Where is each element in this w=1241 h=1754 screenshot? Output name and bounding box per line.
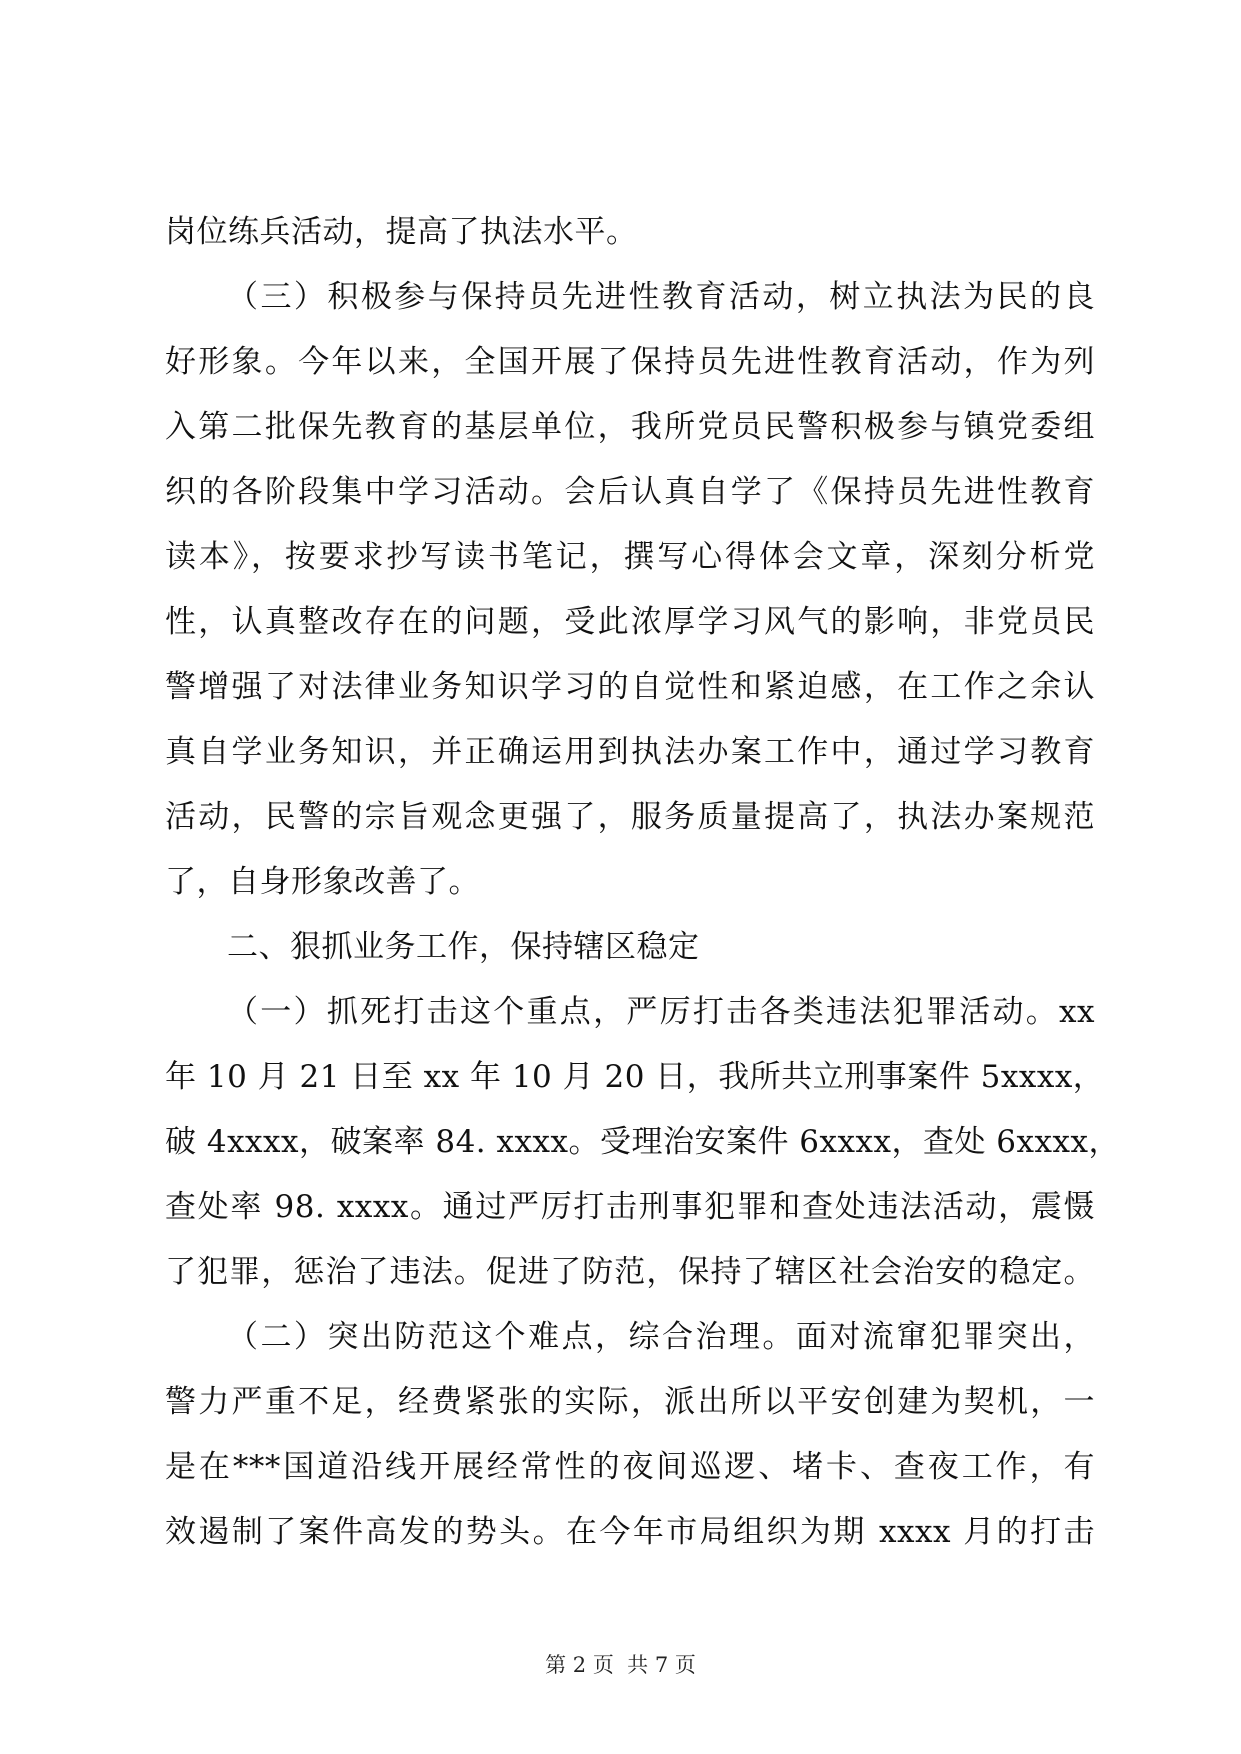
text-line: 查处率 98. xxxx。通过严厉打击刑事犯罪和查处违法活动，震慑: [165, 1189, 1095, 1225]
text-line: 织的各阶段集中学习活动。会后认真自学了《保持员先进性教育: [165, 474, 1095, 510]
text-line: 入第二批保先教育的基层单位，我所党员民警积极参与镇党委组: [165, 409, 1095, 445]
text-line: 了犯罪，惩治了违法。促进了防范，保持了辖区社会治安的稳定。: [165, 1254, 1095, 1290]
page-number-label: 第 2 页 共 7 页: [545, 1653, 696, 1677]
text-line: 年 10 月 21 日至 xx 年 10 月 20 日，我所共立刑事案件 5xxxx，: [165, 1059, 1105, 1095]
text-line: 性，认真整改存在的问题，受此浓厚学习风气的影响，非党员民: [165, 604, 1095, 640]
text-line: 警增强了对法律业务知识学习的自觉性和紧迫感，在工作之余认: [165, 669, 1095, 705]
text-line: 岗位练兵活动，提高了执法水平。: [165, 214, 638, 250]
text-line: 是在***国道沿线开展经常性的夜间巡逻、堵卡、查夜工作，有: [165, 1449, 1095, 1485]
text-line: 好形象。今年以来，全国开展了保持员先进性教育活动，作为列: [165, 344, 1095, 380]
text-line: （三）积极参与保持员先进性教育活动，树立执法为民的良: [227, 279, 1095, 315]
text-line: 警力严重不足，经费紧张的实际，派出所以平安创建为契机，一: [165, 1384, 1095, 1420]
section-heading: 二、狠抓业务工作，保持辖区稳定: [227, 929, 700, 965]
text-line: （二）突出防范这个难点，综合治理。面对流窜犯罪突出，: [227, 1319, 1095, 1355]
text-line: （一）抓死打击这个重点，严厉打击各类违法犯罪活动。xx: [227, 994, 1095, 1030]
text-line: 读本》，按要求抄写读书笔记，撰写心得体会文章，深刻分析党: [165, 539, 1095, 575]
text-line: 了，自身形象改善了。: [165, 864, 480, 900]
text-line: 效遏制了案件高发的势头。在今年市局组织为期 xxxx 月的打击: [165, 1514, 1095, 1550]
document-body: [165, 200, 1120, 1565]
page-footer: [0, 1650, 1241, 1680]
text-line: 真自学业务知识，并正确运用到执法办案工作中，通过学习教育: [165, 734, 1095, 770]
text-line: 破 4xxxx，破案率 84. xxxx。受理治安案件 6xxxx，查处 6xxxx，: [165, 1124, 1120, 1160]
text-line: 活动，民警的宗旨观念更强了，服务质量提高了，执法办案规范: [165, 799, 1095, 835]
